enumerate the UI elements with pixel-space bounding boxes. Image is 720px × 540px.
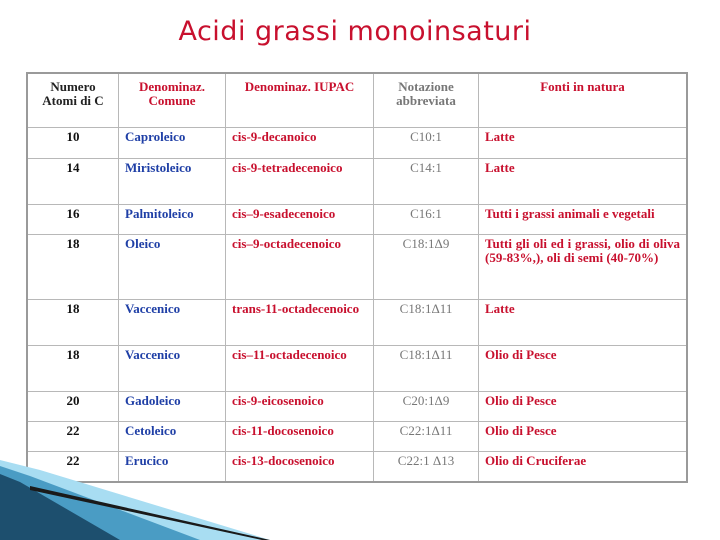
cell-notazione: C18:1Δ11: [374, 346, 479, 392]
cell-num: 20: [27, 392, 119, 422]
header-denominazione-comune: Denominaz. Comune: [119, 73, 226, 128]
cell-iupac: cis-13-docosenoico: [226, 452, 374, 482]
cell-comune: Vaccenico: [119, 300, 226, 346]
cell-iupac: trans-11-octadecenoico: [226, 300, 374, 346]
cell-notazione: C20:1Δ9: [374, 392, 479, 422]
corner-decoration: [0, 460, 270, 540]
cell-comune: Miristoleico: [119, 159, 226, 205]
cell-num: 14: [27, 159, 119, 205]
cell-comune: Vaccenico: [119, 346, 226, 392]
cell-comune: Palmitoleico: [119, 205, 226, 235]
cell-num: 10: [27, 128, 119, 159]
cell-fonti: Olio di Pesce: [479, 392, 688, 422]
header-fonti: Fonti in natura: [479, 73, 688, 128]
header-denominazione-iupac: Denominaz. IUPAC: [226, 73, 374, 128]
cell-fonti: Olio di Cruciferae: [479, 452, 688, 482]
table-row: [27, 128, 687, 159]
table-row: [27, 205, 687, 235]
cell-iupac: cis-9-tetradecenoico: [226, 159, 374, 205]
cell-notazione: C14:1: [374, 159, 479, 205]
cell-num: 18: [27, 300, 119, 346]
table-row: [27, 392, 687, 422]
cell-fonti: Latte: [479, 159, 688, 205]
cell-iupac: cis–9-octadecenoico: [226, 235, 374, 300]
cell-num: 18: [27, 235, 119, 300]
cell-notazione: C22:1Δ11: [374, 422, 479, 452]
cell-num: 16: [27, 205, 119, 235]
cell-iupac: cis-9-decanoico: [226, 128, 374, 159]
cell-comune: Caproleico: [119, 128, 226, 159]
cell-iupac: cis–9-esadecenoico: [226, 205, 374, 235]
cell-comune: Erucico: [119, 452, 226, 482]
cell-iupac: cis–11-octadecenoico: [226, 346, 374, 392]
cell-fonti: Tutti gli oli ed i grassi, olio di oliva (59-83%,), oli di semi (40-70%): [479, 235, 688, 300]
header-numero-atomi: Numero Atomi di C: [27, 73, 119, 128]
cell-iupac: cis-11-docosenoico: [226, 422, 374, 452]
cell-comune: Cetoleico: [119, 422, 226, 452]
header-notazione: Notazione abbreviata: [374, 73, 479, 128]
cell-notazione: C22:1 Δ13: [374, 452, 479, 482]
table-row: [27, 300, 687, 346]
cell-notazione: C16:1: [374, 205, 479, 235]
cell-comune: Gadoleico: [119, 392, 226, 422]
table-row: [27, 422, 687, 452]
table-row: [27, 235, 687, 300]
cell-notazione: C10:1: [374, 128, 479, 159]
table-row: [27, 346, 687, 392]
slide-title: Acidi grassi monoinsaturi: [178, 16, 532, 47]
cell-notazione: C18:1Δ11: [374, 300, 479, 346]
table-row: [27, 159, 687, 205]
fatty-acids-table: [26, 72, 688, 483]
cell-num: 18: [27, 346, 119, 392]
cell-num: 22: [27, 422, 119, 452]
cell-fonti: Olio di Pesce: [479, 422, 688, 452]
cell-iupac: cis-9-eicosenoico: [226, 392, 374, 422]
cell-fonti: Latte: [479, 128, 688, 159]
cell-comune: Oleico: [119, 235, 226, 300]
cell-fonti: Olio di Pesce: [479, 346, 688, 392]
cell-num: 22: [27, 452, 119, 482]
cell-notazione: C18:1Δ9: [374, 235, 479, 300]
table-header-row: [27, 73, 687, 128]
cell-fonti: Tutti i grassi animali e vegetali: [479, 205, 688, 235]
cell-fonti: Latte: [479, 300, 688, 346]
